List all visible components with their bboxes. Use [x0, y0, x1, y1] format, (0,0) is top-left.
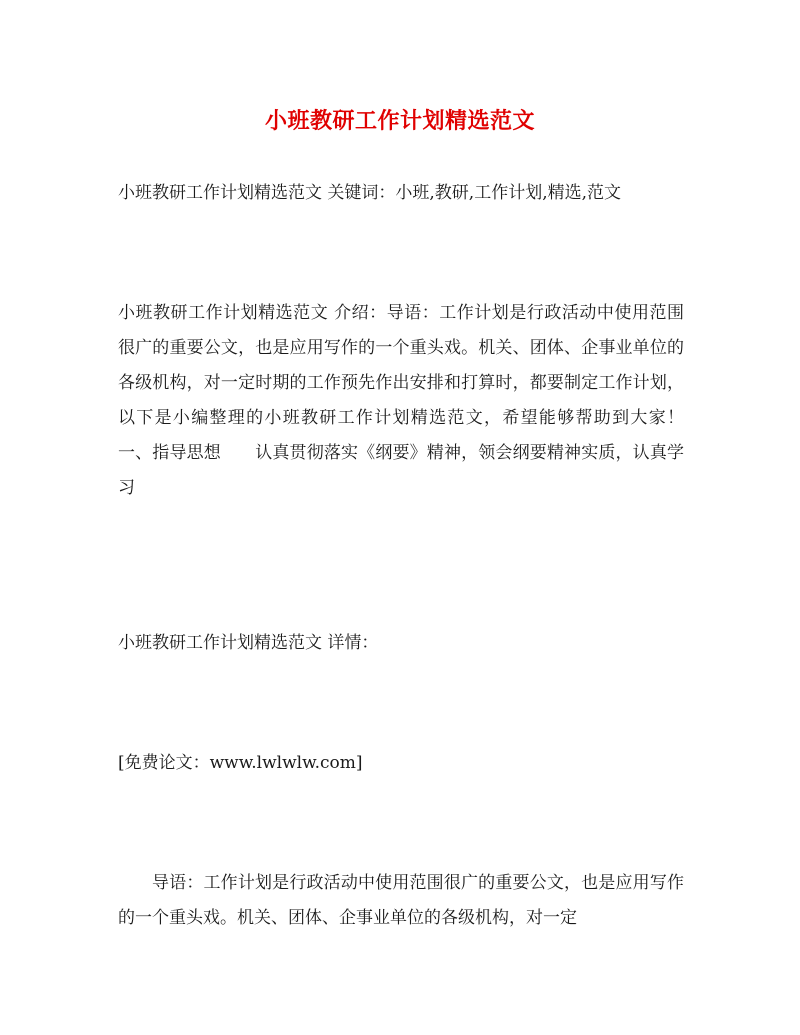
body-paragraph: 导语：工作计划是行政活动中使用范围很广的重要公文，也是应用写作的一个重头戏。机关、团体、企事业单位的各级机构，对一定	[118, 873, 684, 928]
document-title: 小班教研工作计划精选范文	[264, 108, 535, 134]
keywords-line: 小班教研工作计划精选范文 关键词：小班,教研,工作计划,精选,范文	[118, 183, 622, 203]
source-link-text: [免费论文：www.lwlwlw.com]	[118, 753, 363, 773]
details-label: 小班教研工作计划精选范文 详情：	[118, 633, 379, 653]
intro-paragraph: 小班教研工作计划精选范文 介绍：导语：工作计划是行政活动中使用范围很广的重要公文，也是应用写作的一个重头戏。机关、团体、企事业单位的各级机构，对一定时期的工作预先作出安排和打算时，都要制定工作计划，以下是小编整理的小班教研工作计划精选范文，希望能够帮助到大家！ 一、指导思想 认真贯彻落实《纲要》精神，领会纲要精神实质，认真学习	[118, 303, 718, 498]
